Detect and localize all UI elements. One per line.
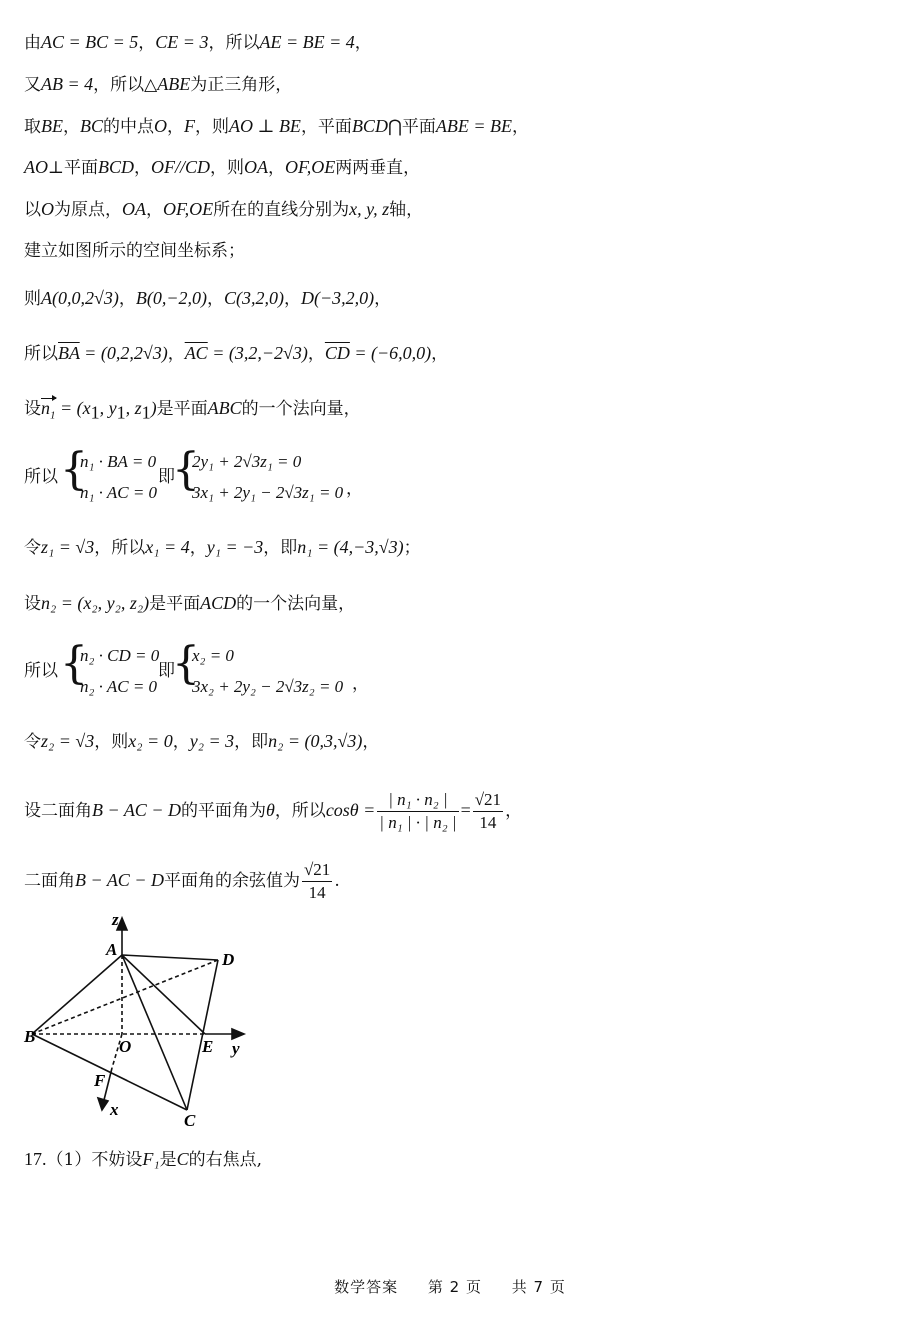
y-axis-arrow-icon xyxy=(232,1029,244,1039)
text: 平面角的余弦值为 xyxy=(163,871,300,891)
equation: 3x₁ + 2y₁ − 2√3z₁ = 0 xyxy=(192,483,344,502)
text: 轴， xyxy=(389,200,424,220)
text: 为原点， xyxy=(54,200,122,220)
text: ⊥平面 xyxy=(48,158,98,178)
text: 是 xyxy=(159,1150,177,1170)
denominator: | n₁ | · | n₂ | xyxy=(379,813,457,832)
text: ， xyxy=(352,674,369,694)
edge-AD xyxy=(122,955,218,960)
text: ， xyxy=(346,479,363,499)
math: n₂ = (x₂, y₂, z₂) xyxy=(41,593,150,613)
math: B(0,−2,0) xyxy=(135,288,208,308)
page-footer xyxy=(0,1276,900,1297)
math: F₁ xyxy=(142,1149,160,1169)
math: ) xyxy=(150,398,157,418)
text: 所以 xyxy=(24,344,58,364)
text: ， xyxy=(505,801,523,821)
text: ， xyxy=(118,289,136,309)
text: 是平面 xyxy=(149,594,201,614)
text: ， xyxy=(512,117,530,137)
label-E: E xyxy=(202,1037,214,1056)
text: 则 xyxy=(24,289,41,309)
label-F: F xyxy=(94,1071,106,1090)
math: n xyxy=(41,398,50,418)
equation: 3x₂ + 2y₂ − 2√3z₂ = 0 xyxy=(192,677,344,696)
math: B − AC − D xyxy=(75,870,164,890)
text: 的中点 xyxy=(103,117,155,137)
label-x: x xyxy=(110,1100,119,1119)
text: ， xyxy=(268,158,286,178)
vector: $\overline{BA}$ xyxy=(58,343,80,363)
vector: $\overline{CD}$ xyxy=(324,343,350,363)
text: ， xyxy=(134,158,151,178)
numerator: √21 xyxy=(473,789,503,812)
text: 令 xyxy=(24,732,41,752)
footer-total-pages: 共 7 页 xyxy=(511,1278,566,1296)
numerator: √21 xyxy=(302,859,332,882)
vector: $\overline{AC}$ xyxy=(184,343,208,363)
text-line-17 xyxy=(24,1148,262,1171)
equation: x₂ = 0 xyxy=(192,646,234,665)
equation: n₁ · BA = 0 xyxy=(80,452,157,471)
text: ，所以△ xyxy=(93,75,158,95)
text: ，则 xyxy=(195,117,230,137)
equation: n₂ · CD = 0 xyxy=(80,646,160,665)
math: ABE = BE xyxy=(435,116,513,136)
math: y₁ = −3 xyxy=(206,537,264,557)
footer-page-number: 第 2 页 xyxy=(427,1278,482,1296)
text: 令 xyxy=(24,538,41,558)
math: AB = 4 xyxy=(41,74,94,94)
math: C(3,2,0) xyxy=(224,288,285,308)
math: n₁ = (4,−3,√3) xyxy=(297,537,404,557)
text: ⋂平面 xyxy=(387,117,436,137)
text: 即 xyxy=(158,467,175,487)
denominator: 14 xyxy=(479,813,497,832)
text: ； xyxy=(403,538,421,558)
text: ，平面 xyxy=(300,117,352,137)
math: cosθ = xyxy=(325,800,376,820)
math: C xyxy=(176,1149,189,1169)
label-z: z xyxy=(112,910,119,929)
text: 即 xyxy=(158,661,175,681)
math: OA xyxy=(244,157,269,177)
text: 所以 xyxy=(24,467,58,487)
text: 的一个法向量， xyxy=(236,594,356,614)
label-A: A xyxy=(106,940,118,959)
math: AO ⊥ BE xyxy=(229,116,301,136)
left-brace: { xyxy=(172,638,200,689)
math: OF,OE xyxy=(285,157,336,177)
text: 是平面 xyxy=(156,399,208,419)
equation: 2y₁ + 2√3z₁ = 0 xyxy=(192,452,302,471)
subscript: 1 xyxy=(141,402,151,423)
footer-subject: 数学答案 xyxy=(334,1278,399,1296)
text: ，则 xyxy=(210,158,245,178)
math: A(0,0,2√3) xyxy=(41,288,119,308)
text: 由 xyxy=(24,33,41,53)
math: D(−3,2,0) xyxy=(301,288,375,308)
text: ， xyxy=(374,289,392,309)
equation: n₁ · AC = 0 xyxy=(80,483,158,502)
math: = (x xyxy=(55,398,91,418)
math: , z xyxy=(125,398,142,418)
text: 取 xyxy=(24,117,41,137)
text: 的一个法向量， xyxy=(241,399,361,419)
math: x, y, z xyxy=(349,199,390,219)
text: 为正三角形， xyxy=(190,75,293,95)
text: （1）不妨设 xyxy=(46,1150,143,1170)
left-brace: { xyxy=(172,444,200,495)
edge-BC xyxy=(32,1034,187,1110)
text: 以 xyxy=(24,200,41,220)
subscript: 1 xyxy=(90,402,100,423)
equation: n₂ · AC = 0 xyxy=(80,677,158,696)
text: ， xyxy=(146,200,163,220)
math: x₁ = 4 xyxy=(145,537,190,557)
text: ，即 xyxy=(234,732,269,752)
math: O xyxy=(154,116,168,136)
subscript: 1 xyxy=(116,402,126,423)
label-B: B xyxy=(24,1027,36,1046)
subscript: 1 xyxy=(50,409,56,422)
math: BE xyxy=(41,116,63,136)
numerator: | n₁ · n₂ | xyxy=(377,789,458,812)
text: 又 xyxy=(24,75,41,95)
text: ，即 xyxy=(263,538,298,558)
denominator: 14 xyxy=(308,883,326,902)
text: 两两垂直， xyxy=(335,158,421,178)
text: 设 xyxy=(24,594,41,614)
math: OF,OE xyxy=(163,199,214,219)
text: ， xyxy=(167,117,185,137)
math: AE = BE = 4 xyxy=(259,32,355,52)
text: ，所以 xyxy=(274,801,326,821)
text: 设 xyxy=(24,399,41,419)
math: ABE xyxy=(157,74,191,94)
text: ， xyxy=(284,289,302,309)
math: = xyxy=(460,800,471,820)
label-O: O xyxy=(119,1037,132,1056)
text: 的平面角为 xyxy=(180,801,266,821)
math: z₂ = √3 xyxy=(41,731,95,751)
text: 所在的直线分别为 xyxy=(213,200,350,220)
edge-AC xyxy=(122,955,187,1110)
label-C: C xyxy=(184,1111,196,1130)
text: . xyxy=(334,871,340,891)
left-brace: { xyxy=(60,444,88,495)
math: z₁ = √3 xyxy=(41,537,95,557)
math: x₂ = 0 xyxy=(128,731,173,751)
x-axis-arrow-icon xyxy=(98,1098,108,1110)
math: OF//CD xyxy=(151,157,211,177)
text: ， xyxy=(167,344,185,364)
text: ， xyxy=(307,344,325,364)
text: 建立如图所示的空间坐标系； xyxy=(24,241,245,261)
math: BC xyxy=(80,116,104,136)
edge-BD-dashed xyxy=(32,960,218,1034)
text: ， xyxy=(207,289,225,309)
text: 所以 xyxy=(24,661,58,681)
math: AC = BC = 5 xyxy=(41,32,139,52)
question-number: 17. xyxy=(24,1149,47,1169)
edge-AB xyxy=(32,955,122,1034)
text: ，则 xyxy=(94,732,129,752)
math: , y xyxy=(99,398,117,418)
math: θ xyxy=(265,800,275,820)
math: = (3,2,−2√3) xyxy=(207,343,308,363)
text: ， xyxy=(172,732,190,752)
text: 二面角 xyxy=(24,871,75,891)
left-brace: { xyxy=(60,638,88,689)
label-D: D xyxy=(222,950,235,969)
math: AO xyxy=(24,157,48,177)
math: ABC xyxy=(207,398,242,418)
math: = (−6,0,0) xyxy=(349,343,432,363)
text: 设二面角 xyxy=(24,801,92,821)
math: O xyxy=(41,199,54,219)
text: ， xyxy=(431,344,449,364)
math: ACD xyxy=(200,593,237,613)
math: CE = 3 xyxy=(155,32,209,52)
label-y: y xyxy=(232,1039,240,1058)
math: = (0,2,2√3) xyxy=(79,343,168,363)
math: BCD xyxy=(98,157,134,177)
text: ，所以 xyxy=(94,538,146,558)
text: ， xyxy=(362,732,380,752)
math: OA xyxy=(122,199,146,219)
text: ， xyxy=(63,117,80,137)
text: 的右焦点, xyxy=(188,1150,263,1170)
edge-AE xyxy=(122,955,205,1034)
math: F xyxy=(184,116,196,136)
math: y₂ = 3 xyxy=(189,731,235,751)
edge-DC xyxy=(187,960,218,1110)
text: ， xyxy=(138,33,156,53)
math: n₂ = (0,3,√3) xyxy=(268,731,363,751)
text: ， xyxy=(189,538,207,558)
math: BCD xyxy=(351,116,388,136)
text: ， xyxy=(354,33,372,53)
math: B − AC − D xyxy=(92,800,181,820)
text: ，所以 xyxy=(208,33,260,53)
